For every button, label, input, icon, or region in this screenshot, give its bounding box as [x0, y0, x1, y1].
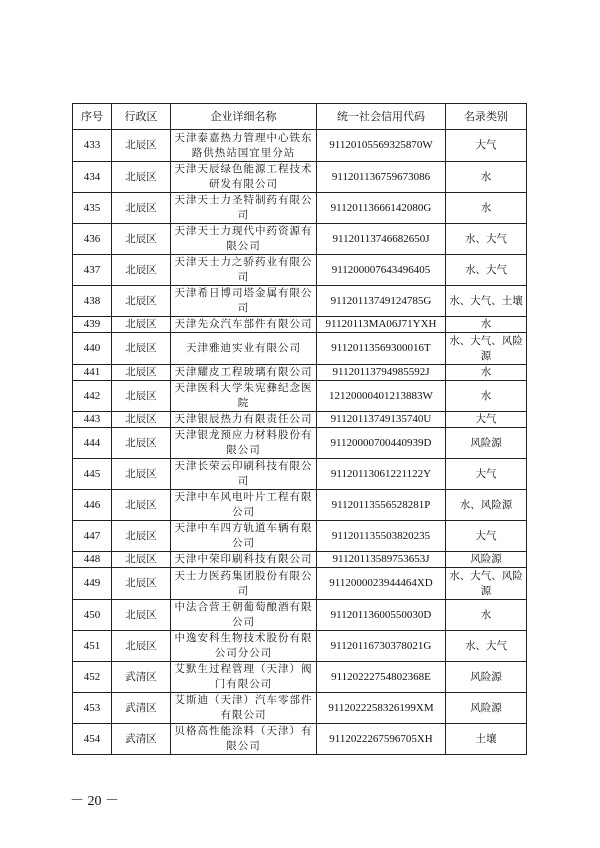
row-serial: 449: [73, 568, 112, 600]
row-category: 水: [446, 381, 527, 412]
row-category: 土壤: [446, 724, 527, 755]
row-credit-code: 91120113MA06J71YXH: [317, 317, 446, 333]
row-company-name: 天津中车四方轨道车辆有限公司: [171, 521, 317, 552]
row-credit-code: 9112000023944464XD: [317, 568, 446, 600]
table-row: [73, 333, 527, 365]
row-district: 北辰区: [112, 286, 171, 317]
row-serial: 448: [73, 552, 112, 568]
row-company-name: 天津银龙预应力材料股份有限公司: [171, 428, 317, 459]
row-credit-code: 91120116730378021G: [317, 631, 446, 662]
row-category: 风险源: [446, 552, 527, 568]
row-category: 水: [446, 193, 527, 224]
row-serial: 435: [73, 193, 112, 224]
row-district: 北辰区: [112, 130, 171, 162]
row-company-name: 天士力医药集团股份有限公司: [171, 568, 317, 600]
table-row: [73, 130, 527, 162]
row-credit-code: 91120113589753653J: [317, 552, 446, 568]
row-district: 北辰区: [112, 428, 171, 459]
table-row: [73, 224, 527, 255]
row-serial: 454: [73, 724, 112, 755]
row-company-name: 天津中荣印刷科技有限公司: [171, 552, 317, 568]
row-serial: 451: [73, 631, 112, 662]
row-company-name: 天津天辰绿色能源工程技术研发有限公司: [171, 162, 317, 193]
table-row: [73, 381, 527, 412]
table-row: [73, 412, 527, 428]
table-row: [73, 255, 527, 286]
row-credit-code: 911201135503820235: [317, 521, 446, 552]
row-company-name: 天津银辰热力有限责任公司: [171, 412, 317, 428]
row-district: 北辰区: [112, 255, 171, 286]
row-company-name: 贝格高性能涂料（天津）有限公司: [171, 724, 317, 755]
row-category: 水、大气: [446, 255, 527, 286]
table-row: [73, 662, 527, 693]
row-credit-code: 91120113794985592J: [317, 365, 446, 381]
row-district: 北辰区: [112, 631, 171, 662]
row-category: 水: [446, 317, 527, 333]
row-serial: 437: [73, 255, 112, 286]
row-district: 北辰区: [112, 600, 171, 631]
header-category: 名录类别: [446, 104, 527, 130]
row-credit-code: 91120222754802368E: [317, 662, 446, 693]
row-category: 水、大气、风险源: [446, 333, 527, 365]
row-company-name: 天津耀皮工程玻璃有限公司: [171, 365, 317, 381]
row-credit-code: 12120000401213883W: [317, 381, 446, 412]
row-district: 北辰区: [112, 412, 171, 428]
row-district: 北辰区: [112, 459, 171, 490]
row-serial: 441: [73, 365, 112, 381]
row-district: 北辰区: [112, 552, 171, 568]
row-serial: 439: [73, 317, 112, 333]
row-serial: 446: [73, 490, 112, 521]
page-number: － 20 －: [70, 794, 119, 809]
row-category: 大气: [446, 412, 527, 428]
header-company-name: 企业详细名称: [171, 104, 317, 130]
row-credit-code: 911200007643496405: [317, 255, 446, 286]
row-credit-code: 9112022267596705XH: [317, 724, 446, 755]
row-serial: 453: [73, 693, 112, 724]
row-district: 北辰区: [112, 381, 171, 412]
row-category: 大气: [446, 521, 527, 552]
row-category: 水: [446, 365, 527, 381]
row-category: 水、大气: [446, 224, 527, 255]
table-row: [73, 459, 527, 490]
row-serial: 450: [73, 600, 112, 631]
row-serial: 452: [73, 662, 112, 693]
row-category: 大气: [446, 459, 527, 490]
row-district: 武清区: [112, 662, 171, 693]
row-district: 北辰区: [112, 193, 171, 224]
row-company-name: 艾默生过程管理（天津）阀门有限公司: [171, 662, 317, 693]
row-company-name: 天津泰嘉热力管理中心铁东路供热站国宜里分站: [171, 130, 317, 162]
table-row: [73, 693, 527, 724]
row-serial: 442: [73, 381, 112, 412]
row-category: 水、大气、风险源: [446, 568, 527, 600]
row-serial: 445: [73, 459, 112, 490]
row-district: 北辰区: [112, 162, 171, 193]
table-header-row: [73, 104, 527, 130]
row-category: 风险源: [446, 662, 527, 693]
row-credit-code: 91120113749135740U: [317, 412, 446, 428]
row-company-name: 天津雅迪实业有限公司: [171, 333, 317, 365]
row-category: 水、风险源: [446, 490, 527, 521]
row-credit-code: 91120113556528281P: [317, 490, 446, 521]
table-row: [73, 162, 527, 193]
table-row: [73, 568, 527, 600]
row-serial: 447: [73, 521, 112, 552]
row-district: 武清区: [112, 724, 171, 755]
row-district: 北辰区: [112, 365, 171, 381]
row-category: 大气: [446, 130, 527, 162]
row-district: 北辰区: [112, 568, 171, 600]
header-district: 行政区: [112, 104, 171, 130]
row-district: 北辰区: [112, 521, 171, 552]
row-credit-code: 91120105569325870W: [317, 130, 446, 162]
row-category: 水、大气: [446, 631, 527, 662]
row-category: 水: [446, 600, 527, 631]
table-row: [73, 428, 527, 459]
table-row: [73, 490, 527, 521]
row-company-name: 中逸安科生物技术股份有限公司分公司: [171, 631, 317, 662]
row-credit-code: 91120113569300016T: [317, 333, 446, 365]
row-district: 北辰区: [112, 490, 171, 521]
row-serial: 440: [73, 333, 112, 365]
row-company-name: 天津长荣云印刷科技有限公司: [171, 459, 317, 490]
row-district: 北辰区: [112, 333, 171, 365]
row-company-name: 天津天士力之骄药业有限公司: [171, 255, 317, 286]
row-company-name: 天津医科大学朱宪彝纪念医院: [171, 381, 317, 412]
row-category: 水、大气、土壤: [446, 286, 527, 317]
row-serial: 433: [73, 130, 112, 162]
row-serial: 443: [73, 412, 112, 428]
enterprise-table: [72, 103, 527, 755]
row-serial: 438: [73, 286, 112, 317]
table-row: [73, 552, 527, 568]
table-row: [73, 317, 527, 333]
row-company-name: 天津希日博司塔金属有限公司: [171, 286, 317, 317]
header-serial: 序号: [73, 104, 112, 130]
row-credit-code: 91120113666142080G: [317, 193, 446, 224]
row-category: 水: [446, 162, 527, 193]
header-credit-code: 统一社会信用代码: [317, 104, 446, 130]
row-category: 风险源: [446, 693, 527, 724]
row-company-name: 天津中车风电叶片工程有限公司: [171, 490, 317, 521]
table-row: [73, 631, 527, 662]
row-credit-code: 91120113600550030D: [317, 600, 446, 631]
row-credit-code: 91120113746682650J: [317, 224, 446, 255]
row-credit-code: 91120113749124785G: [317, 286, 446, 317]
row-credit-code: 9112022258326199XM: [317, 693, 446, 724]
row-district: 北辰区: [112, 224, 171, 255]
table-row: [73, 365, 527, 381]
row-company-name: 天津天士力圣特制药有限公司: [171, 193, 317, 224]
row-serial: 444: [73, 428, 112, 459]
row-credit-code: 91120113061221122Y: [317, 459, 446, 490]
table-row: [73, 724, 527, 755]
row-district: 武清区: [112, 693, 171, 724]
row-district: 北辰区: [112, 317, 171, 333]
table-row: [73, 521, 527, 552]
row-company-name: 天津天士力现代中药资源有限公司: [171, 224, 317, 255]
table-row: [73, 600, 527, 631]
row-company-name: 中法合营王朝葡萄酿酒有限公司: [171, 600, 317, 631]
row-category: 风险源: [446, 428, 527, 459]
row-serial: 436: [73, 224, 112, 255]
table-row: [73, 286, 527, 317]
row-credit-code: 91120000700440939D: [317, 428, 446, 459]
row-company-name: 天津先众汽车部件有限公司: [171, 317, 317, 333]
row-company-name: 艾斯迪（天津）汽车零部件有限公司: [171, 693, 317, 724]
row-serial: 434: [73, 162, 112, 193]
row-credit-code: 911201136759673086: [317, 162, 446, 193]
table-row: [73, 193, 527, 224]
